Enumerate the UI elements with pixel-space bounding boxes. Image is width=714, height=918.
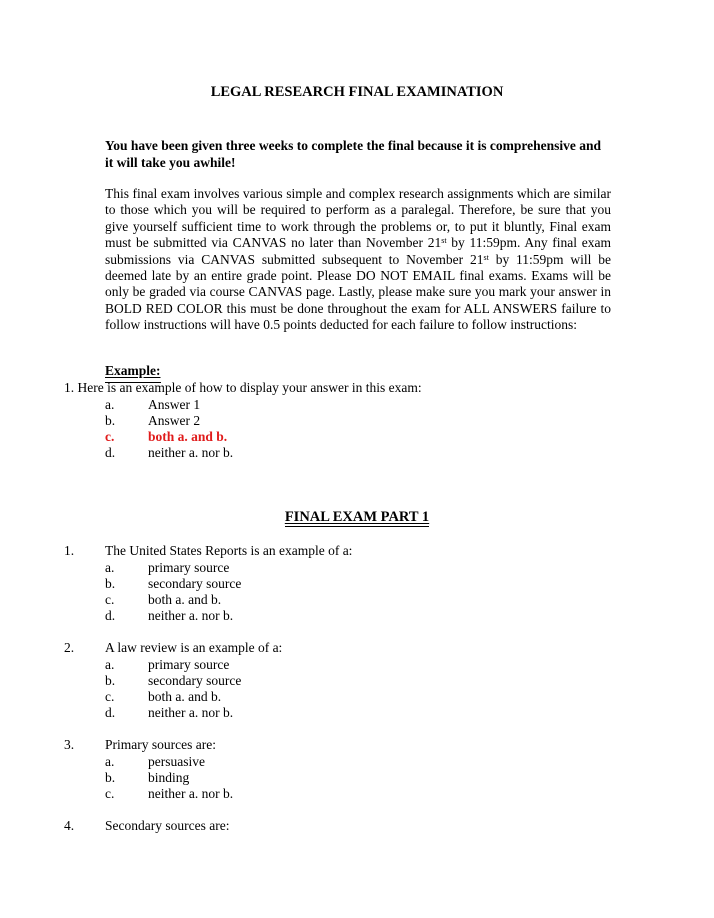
instructions-text-3: by 11:59pm will be deemed late by an entire grade point. Please DO NOT EMAIL final exams. Exams will be only be graded via course CANVAS page. Lastly, please make sure you mark your answer in BOLD RED COLOR this must be done throughout the exam for ALL ANSWERS failure to follow instructions will have 0.5 points deducted for each failure to follow instructions: <box>105 251 612 333</box>
instructions-paragraph <box>105 186 611 334</box>
example-option-b <box>0 412 714 429</box>
option-letter: a. <box>105 560 115 575</box>
option-text: binding <box>148 770 190 785</box>
question-number: 3. <box>64 737 75 752</box>
option-text: primary source <box>148 560 230 575</box>
option-text: secondary source <box>148 576 242 591</box>
option-text: neither a. nor b. <box>148 705 234 720</box>
option-row <box>0 688 714 705</box>
option-letter: b. <box>105 576 116 591</box>
part-title-text: FINAL EXAM PART 1 <box>284 509 430 525</box>
question-text: Secondary sources are: <box>105 818 230 833</box>
example-option-c-answer <box>0 428 714 445</box>
option-row <box>0 769 714 786</box>
part-title <box>0 509 714 526</box>
intro-notice: You have been given three weeks to complete the final because it is comprehensive and it will take you awhile! <box>105 138 601 170</box>
option-row <box>0 575 714 592</box>
option-row <box>0 753 714 770</box>
ordinal-suffix: st <box>441 236 447 246</box>
question-text: The United States Reports is an example of a: <box>105 543 353 558</box>
option-text: both a. and b. <box>148 429 228 444</box>
option-row <box>0 607 714 624</box>
option-letter: c. <box>105 689 115 704</box>
option-row <box>0 672 714 689</box>
option-letter: c. <box>105 786 115 801</box>
question-number: 4. <box>64 818 75 833</box>
option-letter: a. <box>105 397 115 412</box>
example-question: 1. Here is an example of how to display your answer in this exam: <box>64 380 422 395</box>
option-text: Answer 1 <box>148 397 201 412</box>
question-row <box>0 817 714 834</box>
question-number: 2. <box>64 640 75 655</box>
option-text: neither a. nor b. <box>148 445 234 460</box>
example-option-a <box>0 396 714 413</box>
example-option-d <box>0 444 714 461</box>
option-text: Answer 2 <box>148 413 201 428</box>
option-letter: c. <box>105 592 115 607</box>
option-letter: d. <box>105 608 116 623</box>
example-heading: Example: <box>105 363 161 378</box>
option-letter: d. <box>105 705 116 720</box>
question-row <box>0 639 714 656</box>
option-row <box>0 559 714 576</box>
option-letter: a. <box>105 657 115 672</box>
option-row <box>0 656 714 673</box>
option-letter: b. <box>105 413 116 428</box>
option-text: both a. and b. <box>148 592 222 607</box>
instructions-text-1: This final exam involves various simple and complex research assignments which are similar to those which you will be required to perform as a paralegal. Therefore, be sure that you give yourself sufficient time to work through the problems or, to put it bluntly, Final exam must be submitted via CANVAS no later than November 21 <box>105 186 611 251</box>
instructions-text-2: by 11:59pm. Any final exam submissions via CANVAS submitted subsequent to November 21 <box>105 235 611 267</box>
option-text: secondary source <box>148 673 242 688</box>
option-text: primary source <box>148 657 230 672</box>
option-letter: b. <box>105 673 116 688</box>
option-letter: c. <box>105 429 115 444</box>
option-letter: b. <box>105 770 116 785</box>
question-row <box>0 542 714 559</box>
ordinal-suffix: st <box>483 252 489 262</box>
question-text: Primary sources are: <box>105 737 216 752</box>
option-text: neither a. nor b. <box>148 608 234 623</box>
option-letter: d. <box>105 445 116 460</box>
option-text: neither a. nor b. <box>148 786 234 801</box>
option-text: persuasive <box>148 754 205 769</box>
option-row <box>0 704 714 721</box>
document-title: LEGAL RESEARCH FINAL EXAMINATION <box>210 84 504 100</box>
option-row <box>0 591 714 608</box>
question-text: A law review is an example of a: <box>105 640 283 655</box>
question-number: 1. <box>64 543 75 558</box>
option-letter: a. <box>105 754 115 769</box>
question-row <box>0 736 714 753</box>
option-text: both a. and b. <box>148 689 222 704</box>
option-row <box>0 785 714 802</box>
